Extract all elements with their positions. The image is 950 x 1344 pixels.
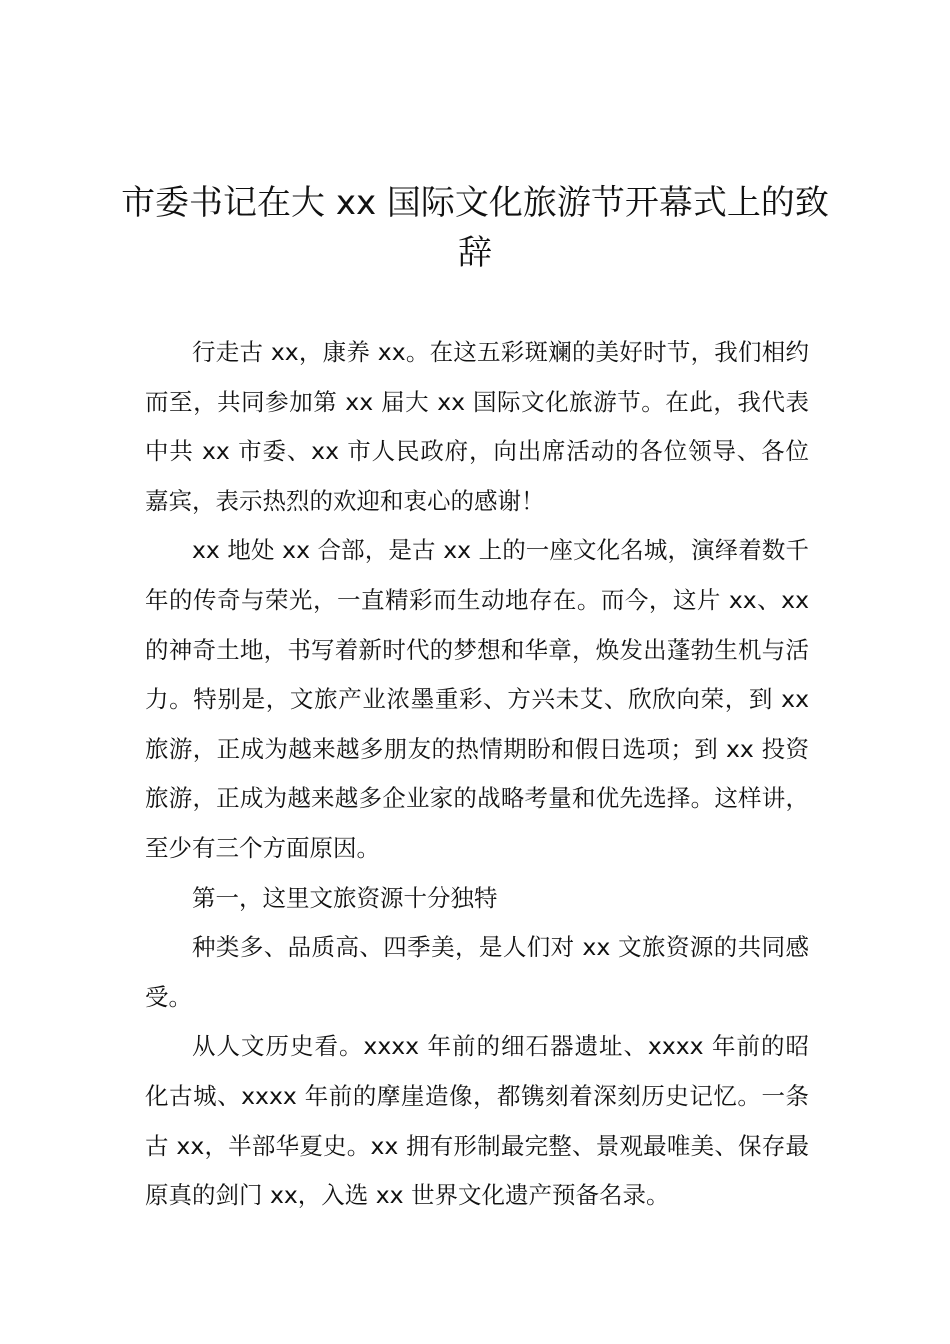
paragraph-history: 从人文历史看。xxxx 年前的细石器遗址、xxxx 年前的昭化古城、xxxx 年前的摩崖造像，都镌刻着深刻历史记忆。一条古 xx，半部华夏史。xx 拥有形制最完整、景观最唯美、保存最原真的剑门 xx，入选 xx 世界文化遗产预备名录。 [145,1032,809,1210]
paragraph-city-intro: xx 地处 xx 合部，是古 xx 上的一座文化名城，演绎着数千年的传奇与荣光，一直精彩而生动地存在。而今，这片 xx、xx 的神奇土地，书写着新时代的梦想和华章，焕发出蓬勃生机与活力。特别是，文旅产业浓墨重彩、方兴未艾、欣欣向荣，到 xx 旅游，正成为越来越多朋友的热情期盼和假日选项；到 xx 投资旅游，正成为越来越多企业家的战略考量和优先选择。这样讲，至少有三个方面原因。 [145,536,809,862]
paragraph-greeting: 行走古 xx，康养 xx。在这五彩斑斓的美好时节，我们相约而至，共同参加第 xx 届大 xx 国际文化旅游节。在此，我代表中共 xx 市委、xx 市人民政府，向出席活动的各位领导、各位嘉宾，表示热烈的欢迎和衷心的感谢！ [145,338,809,515]
paragraph-resources: 种类多、品质高、四季美，是人们对 xx 文旅资源的共同感受。 [145,933,809,1011]
document-body [145,328,809,1221]
document-title: 市委书记在大 xx 国际文化旅游节开幕式上的致辞 [121,183,829,273]
section-heading: 第一，这里文旅资源十分独特 [192,883,498,912]
